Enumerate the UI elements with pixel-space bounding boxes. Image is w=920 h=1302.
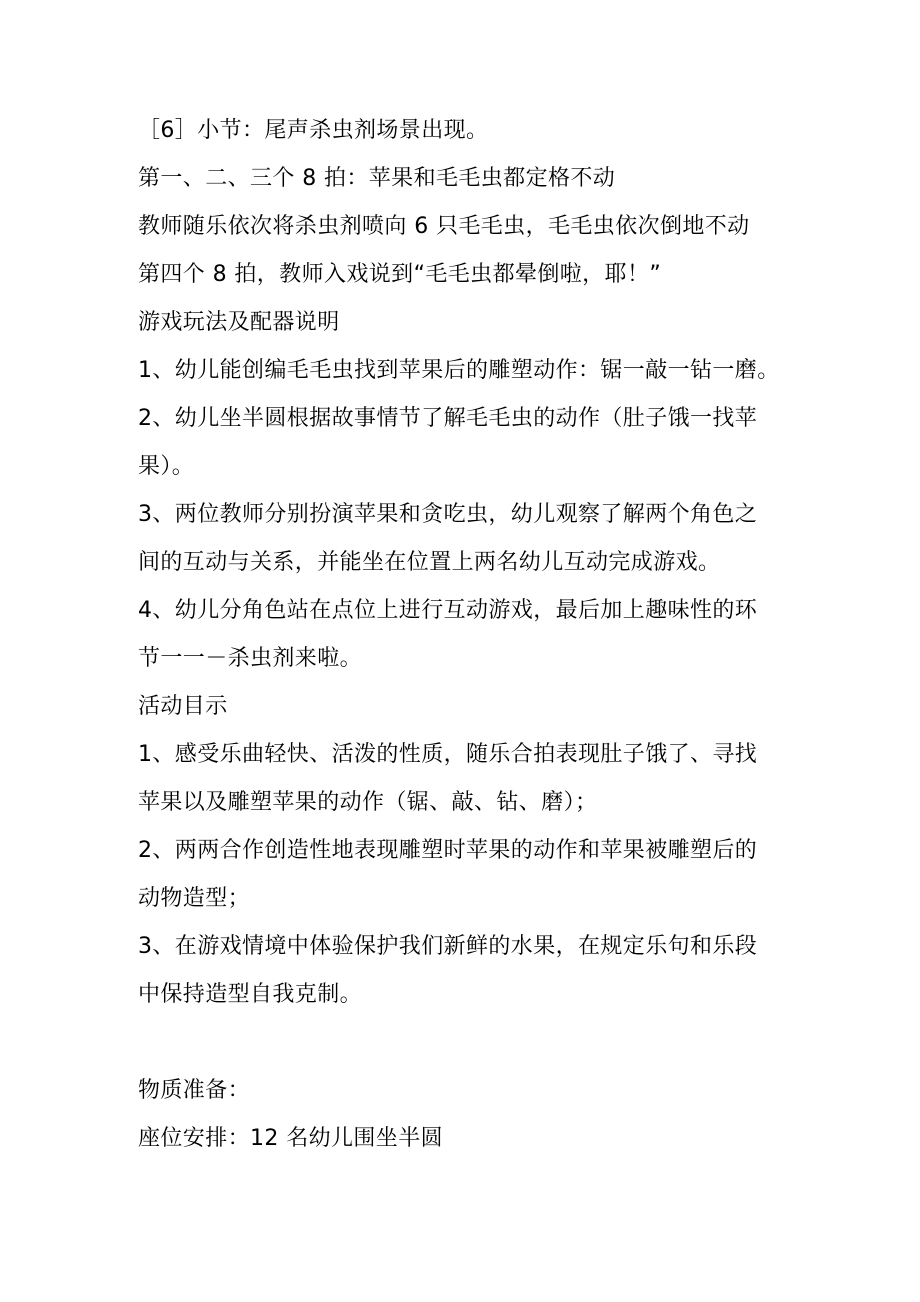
goal-item-3-continued: 中保持造型自我克制。: [138, 982, 363, 1007]
list-item-2-continued: 果）。: [138, 454, 195, 479]
section-heading-gameplay: 游戏玩法及配器说明: [138, 310, 340, 335]
list-item-1: 1、幼儿能创编毛毛虫找到苹果后的雕塑动作：锯一敲一钻一磨。: [138, 358, 780, 383]
seating-arrangement: 座位安排：12 名幼儿围坐半圆: [138, 1126, 443, 1151]
list-item-3-continued: 间的互动与关系，并能坐在位置上两名幼儿互动完成游戏。: [138, 550, 721, 575]
list-item-2: 2、幼儿坐半圆根据故事情节了解毛毛虫的动作（肚子饿一找苹: [138, 406, 758, 431]
list-item-3: 3、两位教师分别扮演苹果和贪吃虫，幼儿观察了解两个角色之: [138, 502, 758, 527]
paragraph-line: 教师随乐依次将杀虫剂喷向 6 只毛毛虫，毛毛虫依次倒地不动: [138, 214, 750, 239]
paragraph-line: 第一、二、三个 8 拍：苹果和毛毛虫都定格不动: [138, 166, 616, 191]
goal-item-1-continued: 苹果以及雕塑苹果的动作（锯、敲、钻、磨）；: [138, 790, 598, 815]
list-item-4-continued: 节一一－杀虫剂来啦。: [138, 646, 363, 671]
goal-item-1: 1、感受乐曲轻快、活泼的性质，随乐合拍表现肚子饿了、寻找: [138, 742, 758, 767]
section-heading-goals: 活动目示: [138, 694, 228, 719]
goal-item-2-continued: 动物造型；: [138, 886, 251, 911]
section-heading-materials: 物质准备：: [138, 1078, 251, 1103]
list-item-4: 4、幼儿分角色站在点位上进行互动游戏，最后加上趣味性的环: [138, 598, 758, 623]
paragraph-line: 第四个 8 拍，教师入戏说到“毛毛虫都晕倒啦，耶！”: [138, 262, 662, 287]
section-6-heading: ［6］小节：尾声杀虫剂场景出现。: [138, 118, 489, 143]
goal-item-3: 3、在游戏情境中体验保护我们新鲜的水果，在规定乐句和乐段: [138, 934, 758, 959]
goal-item-2: 2、两两合作创造性地表现雕塑时苹果的动作和苹果被雕塑后的: [138, 838, 758, 863]
